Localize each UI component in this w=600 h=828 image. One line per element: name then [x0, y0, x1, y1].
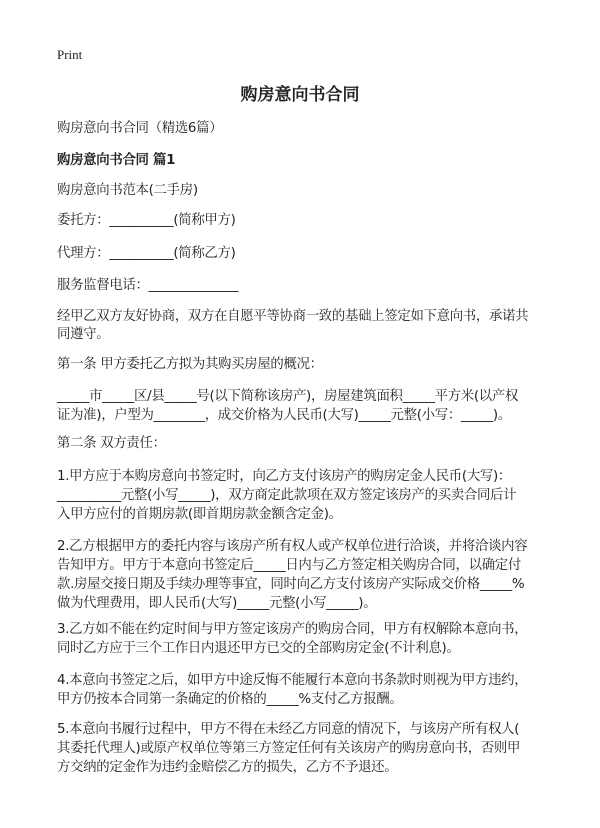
- text-line: 经甲乙双方友好协商，双方在自愿平等协商一致的基础上签定如下意向书，承诺共: [57, 309, 529, 324]
- text-line: 告知甲方。甲方于本意向书签定后_____日内与乙方签定相关购房合同，以确定付: [57, 558, 521, 573]
- text-line: 购房意向书范本(二手房): [57, 183, 198, 198]
- text-line: 方交纳的定金作为违约金赔偿乙方的损失，乙方不予退还。: [57, 760, 398, 775]
- text-line: 证为准)，户型为________，成交价格为人民币(大写)_____元整(小写：_____)。: [57, 408, 511, 423]
- text-line: 5.本意向书履行过程中，甲方不得在未经乙方同意的情况下，与该房产所有权人(: [57, 722, 520, 737]
- text-line: 代理方：__________(简称乙方): [57, 246, 236, 261]
- print-link[interactable]: Print: [57, 47, 83, 62]
- text-line: __________元整(小写_____)，双方商定此款项在双方签定该房产的买卖合同后计: [57, 488, 517, 503]
- text-line: 甲方仍按本合同第一条确定的价格的_____%支付乙方报酬。: [57, 692, 403, 707]
- text-line: _____市_____区/县_____号(以下简称该房产)，房屋建筑面积_____平方米(以产权: [57, 389, 519, 404]
- text-line: 4.本意向书签定之后，如甲方中途反悔不能履行本意向书条款时则视为甲方违约，: [57, 673, 528, 688]
- text-line: 3.乙方如不能在约定时间与甲方签定该房产的购房合同，甲方有权解除本意向书，: [57, 622, 528, 637]
- text-line: 服务监督电话：______________: [57, 278, 239, 293]
- text-line: 做为代理费用，即人民币(大写)_____元整(小写_____)。: [57, 596, 377, 611]
- text-line: 入甲方应付的首期房款(即首期房款金额含定金)。: [57, 507, 342, 522]
- text-line: 第二条 双方责任：: [57, 436, 166, 451]
- section-heading: 购房意向书合同 篇1: [57, 153, 176, 168]
- text-line: 第一条 甲方委托乙方拟为其购买房屋的概况：: [57, 357, 323, 372]
- text-line: 其委托代理人)或原产权单位等第三方签定任何有关该房产的购房意向书，否则甲: [57, 741, 521, 756]
- text-line: 2.乙方根据甲方的委托内容与该房产所有权人或产权单位进行洽谈，并将洽谈内容: [57, 539, 528, 554]
- document-title: 购房意向书合同: [240, 85, 360, 105]
- text-line: 同时乙方应于三个工作日内退还甲方已交的全部购房定金(不计利息)。: [57, 641, 460, 656]
- text-line: 款.房屋交接日期及手续办理等事宜，同时向乙方支付该房产实际成交价格_____%: [57, 577, 525, 592]
- text-line: 委托方：__________(简称甲方): [57, 213, 236, 228]
- text-line: 同遵守。: [57, 327, 110, 342]
- document-subtitle: 购房意向书合同（精选6篇）: [57, 121, 223, 136]
- text-line: 1.甲方应于本购房意向书签定时，向乙方支付该房产的购房定金人民币(大写)：: [57, 469, 512, 484]
